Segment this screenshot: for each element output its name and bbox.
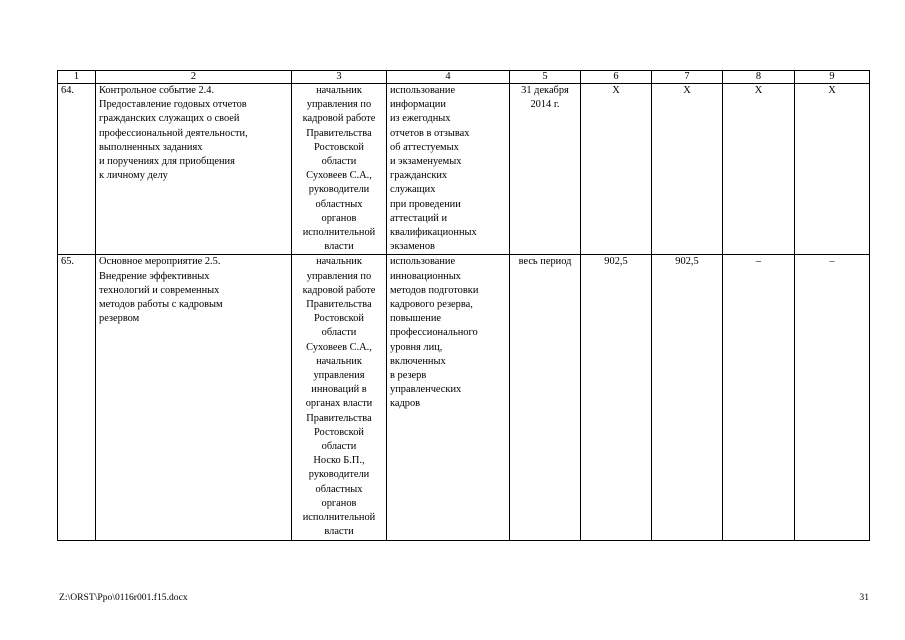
- row-number: 65.: [58, 255, 96, 540]
- column-number: 5: [510, 71, 581, 84]
- column-number: 2: [96, 71, 292, 84]
- table-row: [58, 255, 870, 540]
- event-description: Основное мероприятие 2.5. Внедрение эффективных технологий и современных методов работы с кадровым резервом: [96, 255, 292, 540]
- value-cell: X: [723, 84, 795, 255]
- value-cell: –: [723, 255, 795, 540]
- column-number: 9: [795, 71, 870, 84]
- event-description: Контрольное событие 2.4. Предоставление годовых отчетов гражданских служащих о своей профессиональной деятельности, выполненных заданиях и поручениях для приобщения к личному делу: [96, 84, 292, 255]
- column-number: 1: [58, 71, 96, 84]
- value-cell: X: [795, 84, 870, 255]
- value-cell: X: [581, 84, 652, 255]
- value-cell: 902,5: [581, 255, 652, 540]
- column-number-row: [58, 71, 870, 84]
- column-number: 7: [652, 71, 723, 84]
- column-number: 3: [292, 71, 387, 84]
- column-number: 6: [581, 71, 652, 84]
- value-cell: X: [652, 84, 723, 255]
- row-number: 64.: [58, 84, 96, 255]
- expected-result: использование инновационных методов подготовки кадрового резерва, повышение профессионального уровня лиц, включенных в резерв управленческих кадров: [387, 255, 510, 540]
- footer-file-path: Z:\ORST\Ppo\0116r001.f15.docx: [59, 592, 188, 603]
- value-cell: –: [795, 255, 870, 540]
- column-number: 4: [387, 71, 510, 84]
- value-cell: 902,5: [652, 255, 723, 540]
- responsible-executor: начальник управления по кадровой работе Правительства Ростовской области Суховеев С.А., начальник управления инноваций в органах власти Правительства Ростовской области Носко Б.П., руководители областных органов исполнительной власти: [292, 255, 387, 540]
- program-table: [57, 70, 870, 541]
- table-row: [58, 84, 870, 255]
- column-number: 8: [723, 71, 795, 84]
- page-number: 31: [859, 592, 869, 603]
- expected-result: использование информации из ежегодных отчетов в отзывах об аттестуемых и экзаменуемых гражданских служащих при проведении аттестаций и квалификационных экзаменов: [387, 84, 510, 255]
- deadline: 31 декабря 2014 г.: [510, 84, 581, 255]
- deadline: весь период: [510, 255, 581, 540]
- responsible-executor: начальник управления по кадровой работе Правительства Ростовской области Суховеев С.А., руководители областных органов исполнительной власти: [292, 84, 387, 255]
